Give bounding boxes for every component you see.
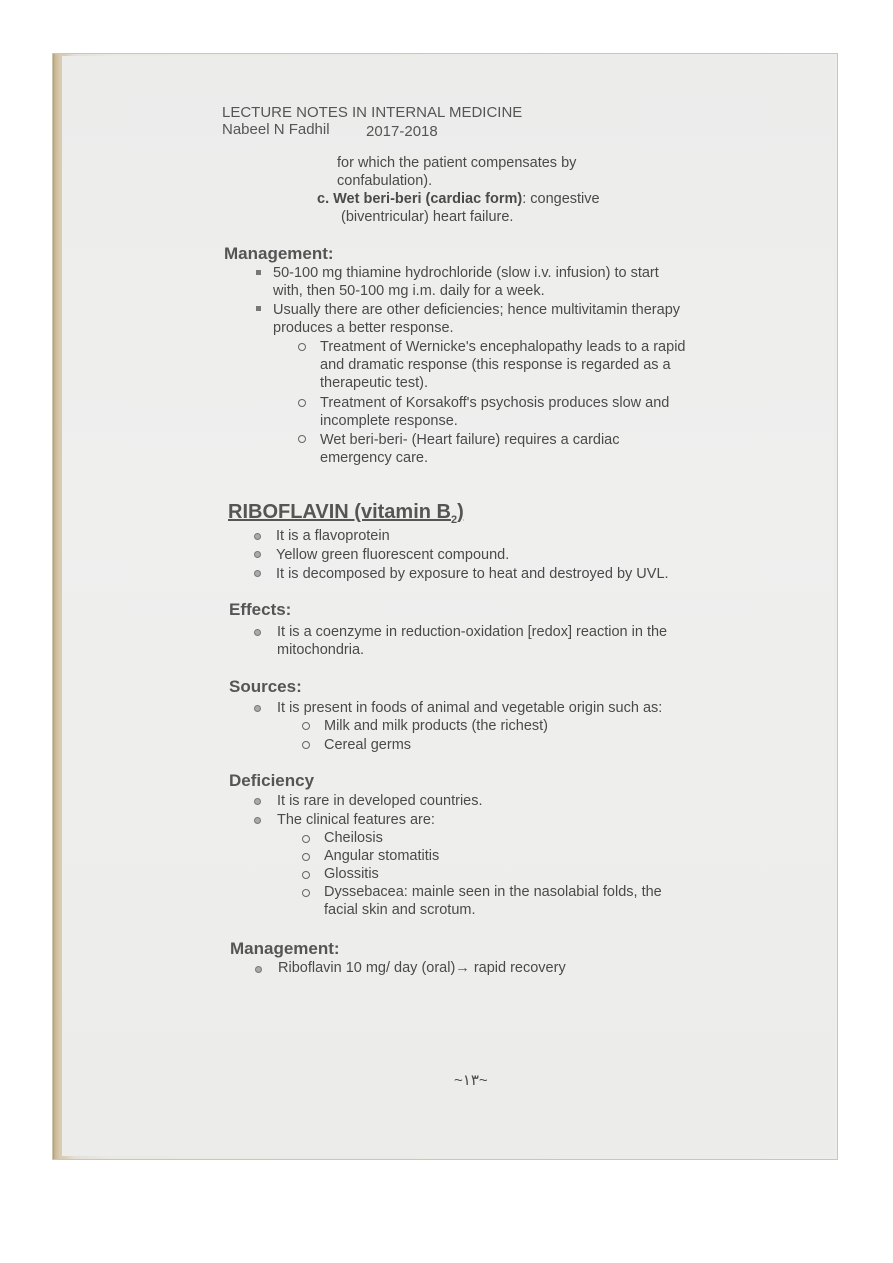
section-heading-effects: Effects:: [229, 600, 292, 619]
circle-bullet-icon: [302, 871, 310, 879]
circle-bullet-icon: [302, 722, 310, 730]
list-item-c-line-2: (biventricular) heart failure.: [341, 209, 514, 225]
riboflavin-heading: [228, 501, 464, 529]
sub-item-1-line-3: therapeutic test).: [320, 375, 428, 391]
sub-item-3-line-2: emergency care.: [320, 450, 428, 466]
feature-cheilosis: Cheilosis: [324, 830, 383, 846]
document-title: LECTURE NOTES IN INTERNAL MEDICINE: [222, 104, 523, 121]
management-item-1-line-2: with, then 50-100 mg i.m. daily for a week.: [273, 283, 545, 299]
page-number: ~١٣~: [454, 1072, 488, 1089]
sub-item-3-line-1: Wet beri-beri- (Heart failure) requires a cardiac: [320, 432, 620, 448]
management-item-2-line-1: Usually there are other deficiencies; hence multivitamin therapy: [273, 302, 681, 318]
section-heading-management-2: Management:: [230, 939, 340, 958]
wet-beriberi-term: Wet beri-beri (cardiac form): [333, 191, 523, 207]
sub-item-1-line-2: and dramatic response (this response is regarded as a: [320, 357, 671, 373]
feature-dyssebacea-line-1: Dyssebacea: mainle seen in the nasolabial folds, the: [324, 884, 662, 900]
riboflavin-item-3: It is decomposed by exposure to heat and destroyed by UVL.: [276, 566, 669, 582]
dot-bullet-icon: [254, 570, 261, 577]
wet-beriberi-desc: : congestive: [522, 191, 600, 207]
square-bullet-icon: [256, 306, 261, 311]
dot-bullet-icon: [254, 817, 261, 824]
dot-bullet-icon: [254, 533, 261, 540]
circle-bullet-icon: [298, 435, 306, 443]
circle-bullet-icon: [298, 399, 306, 407]
circle-bullet-icon: [298, 343, 306, 351]
effects-line-2: mitochondria.: [277, 642, 365, 658]
riboflavin-item-1: It is a flavoprotein: [276, 528, 390, 544]
deficiency-item-1: It is rare in developed countries.: [277, 793, 483, 809]
riboflavin-item-2: Yellow green fluorescent compound.: [276, 547, 510, 563]
list-marker: c.: [317, 191, 330, 207]
management-item-2-line-2: produces a better response.: [273, 320, 454, 336]
deficiency-item-2: The clinical features are:: [277, 812, 435, 828]
dot-bullet-icon: [254, 798, 261, 805]
feature-glossitis: Glossitis: [324, 866, 379, 882]
circle-bullet-icon: [302, 741, 310, 749]
dot-bullet-icon: [254, 551, 261, 558]
document-year: 2017-2018: [366, 123, 438, 140]
management-item-1-line-1: 50-100 mg thiamine hydrochloride (slow i.v. infusion) to start: [273, 265, 659, 281]
list-item-c: [317, 191, 600, 208]
square-bullet-icon: [256, 270, 261, 275]
dot-bullet-icon: [254, 705, 261, 712]
riboflavin-heading-subscript: 2: [450, 514, 458, 526]
dot-bullet-icon: [254, 629, 261, 636]
dot-bullet-icon: [255, 966, 262, 973]
section-heading-sources: Sources:: [229, 677, 302, 696]
intro-line-1: for which the patient compensates by: [337, 155, 577, 171]
effects-line-1: It is a coenzyme in reduction-oxidation [redox] reaction in the: [277, 624, 668, 640]
intro-line-2: confabulation).: [337, 173, 433, 189]
sub-item-1-line-1: Treatment of Wernicke's encephalopathy leads to a rapid: [320, 339, 686, 355]
section-heading-management: Management:: [224, 244, 334, 263]
circle-bullet-icon: [302, 889, 310, 897]
sub-item-2-line-1: Treatment of Korsakoff's psychosis produces slow and: [320, 395, 670, 411]
riboflavin-heading-close: ): [457, 501, 464, 523]
management-2-item-1: Riboflavin 10 mg/ day (oral)→ rapid recovery: [278, 960, 566, 976]
sources-sub-1: Milk and milk products (the richest): [324, 718, 549, 734]
feature-dyssebacea-line-2: facial skin and scrotum.: [324, 902, 476, 918]
section-heading-deficiency: Deficiency: [229, 771, 315, 790]
document-author: Nabeel N Fadhil: [222, 121, 330, 138]
sources-line-1: It is present in foods of animal and vegetable origin such as:: [277, 700, 663, 716]
sub-item-2-line-2: incomplete response.: [320, 413, 458, 429]
riboflavin-heading-text: RIBOFLAVIN (vitamin B: [228, 501, 451, 523]
feature-angular-stomatitis: Angular stomatitis: [324, 848, 440, 864]
circle-bullet-icon: [302, 835, 310, 843]
circle-bullet-icon: [302, 853, 310, 861]
sources-sub-2: Cereal germs: [324, 737, 412, 753]
